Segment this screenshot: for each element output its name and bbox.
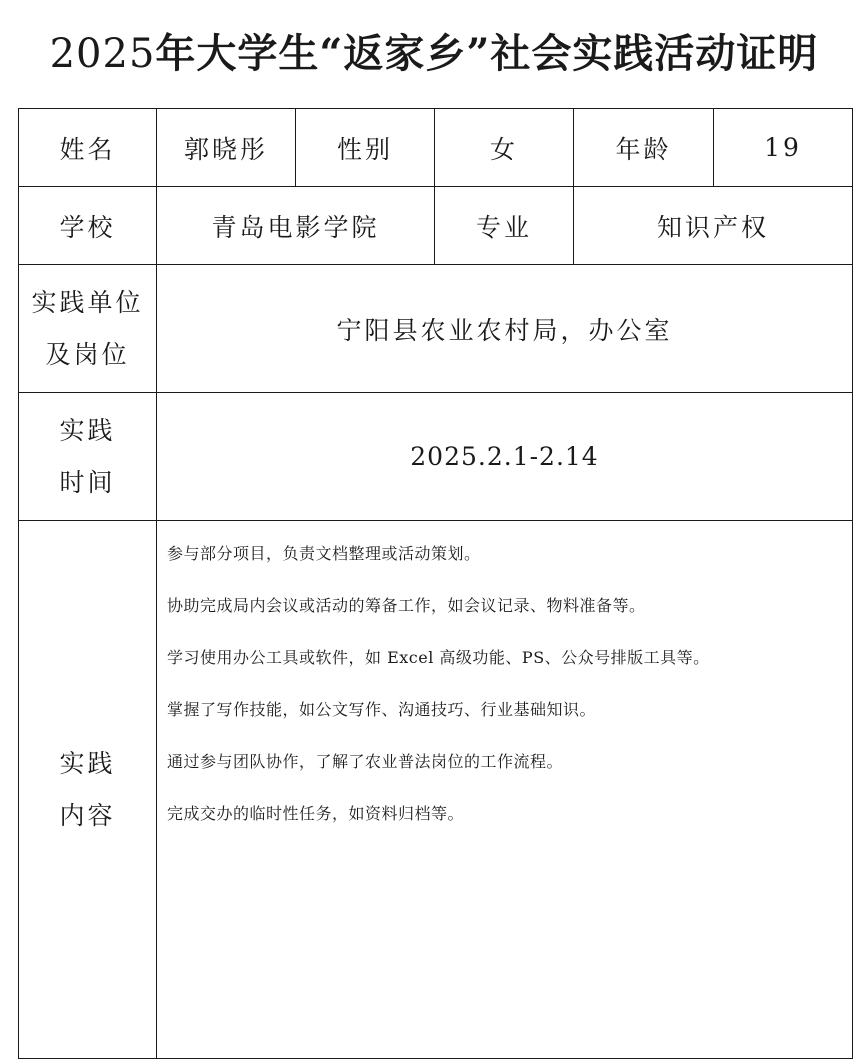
row-unit [19, 265, 853, 393]
unit-label-line2: 及岗位 [45, 339, 130, 369]
content-item: 掌握了写作技能，如公文写作、沟通技巧、行业基础知识。 [167, 700, 597, 719]
age-value: 19 [714, 109, 853, 187]
unit-label-line1: 实践单位 [31, 287, 144, 317]
content-item: 协助完成局内会议或活动的筹备工作，如会议记录、物料准备等。 [167, 596, 646, 615]
school-label: 学校 [19, 187, 157, 265]
name-value: 郭晓彤 [157, 109, 296, 187]
gender-label: 性别 [296, 109, 435, 187]
major-label: 专业 [435, 187, 574, 265]
content-label [19, 521, 157, 1059]
time-label-line1: 实践 [59, 415, 116, 445]
title-year: 2025 [49, 31, 156, 77]
gender-value: 女 [435, 109, 574, 187]
age-label: 年龄 [574, 109, 714, 187]
unit-value: 宁阳县农业农村局，办公室 [157, 265, 853, 393]
row-school [19, 187, 853, 265]
row-basic-info [19, 109, 853, 187]
row-content [19, 521, 853, 1059]
content-label-line2: 内容 [59, 800, 116, 830]
content-item: 参与部分项目，负责文档整理或活动策划。 [167, 544, 481, 563]
row-time [19, 393, 853, 521]
certificate-form [18, 108, 853, 1059]
time-label [19, 393, 157, 521]
title-text: 年大学生“返家乡”社会实践活动证明 [155, 30, 819, 77]
time-label-line2: 时间 [59, 467, 116, 497]
content-item: 通过参与团队协作，了解了农业普法岗位的工作流程。 [167, 752, 564, 771]
unit-label [19, 265, 157, 393]
content-value [157, 521, 853, 1059]
major-value: 知识产权 [574, 187, 853, 265]
school-value: 青岛电影学院 [157, 187, 435, 265]
document-title [0, 24, 868, 84]
content-label-line1: 实践 [59, 748, 116, 778]
content-item: 完成交办的临时性任务，如资料归档等。 [167, 804, 465, 823]
content-item: 学习使用办公工具或软件，如 Excel 高级功能、PS、公众号排版工具等。 [167, 648, 710, 667]
name-label: 姓名 [19, 109, 157, 187]
time-value: 2025.2.1-2.14 [157, 393, 853, 521]
